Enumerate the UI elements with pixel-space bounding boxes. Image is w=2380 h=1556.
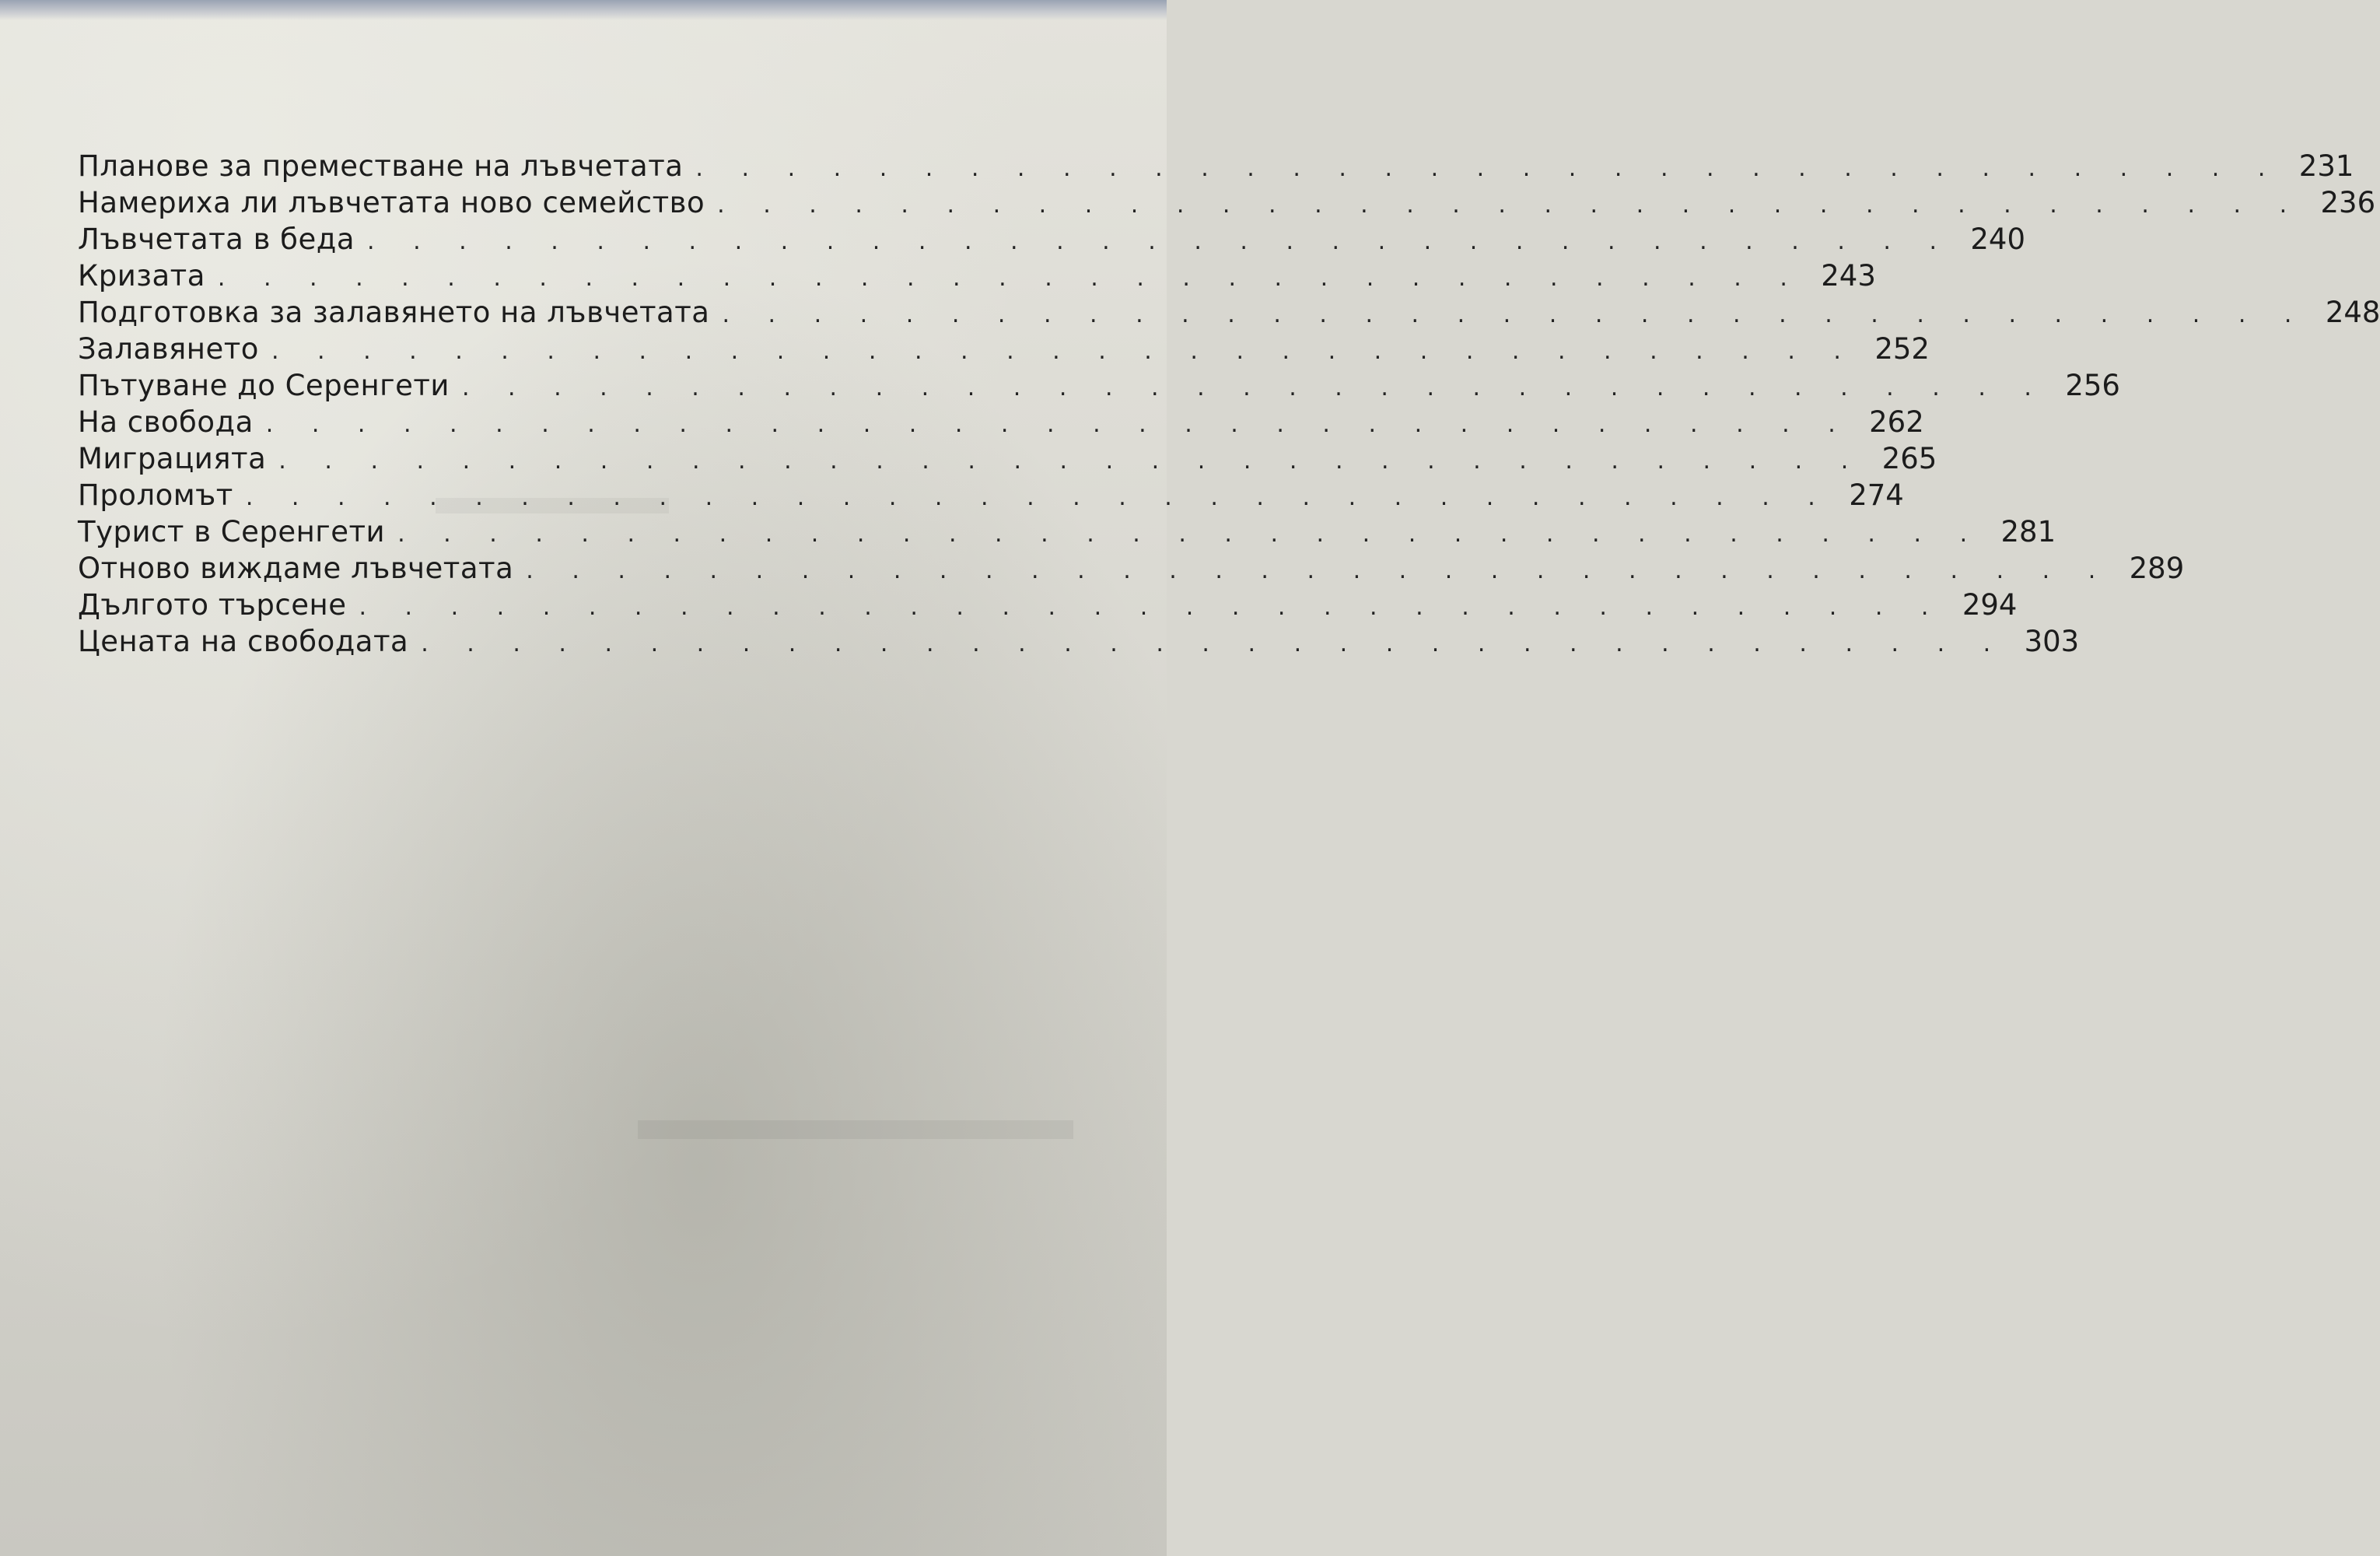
toc-dot-leader: . . . . . . . . . . . . . . . . . . . . . . . . . . . . . . . . . . . xyxy=(217,265,1803,292)
toc-entry xyxy=(78,259,1876,296)
toc-dot-leader: . . . . . . . . . . . . . . . . . . . . . . . . . . . . . . . . . . . xyxy=(461,374,2047,401)
toc-entry-page: 252 xyxy=(1874,332,1930,366)
toc-dot-leader: . . . . . . . . . . . . . . . . . . . . . . . . . . . . . . . . . . . xyxy=(526,557,2112,584)
toc-dot-leader: . . . . . . . . . . . . . . . . . . . . . . . . . . . . . . . . . . . xyxy=(722,301,2308,328)
show-through-shadow xyxy=(638,1120,1073,1139)
toc-entry xyxy=(78,186,2376,223)
toc-entry-page: 265 xyxy=(1881,442,1937,475)
toc-dot-leader: . . . . . . . . . . . . . . . . . . . . . . . . . . . . . . . . . . . xyxy=(421,630,2007,657)
toc-entry-title: Дългото търсене xyxy=(78,588,347,622)
toc-entry-page: 274 xyxy=(1849,478,1904,512)
toc-entry xyxy=(78,405,1924,442)
toc-entry-title: На свобода xyxy=(78,405,254,439)
toc-dot-leader: . . . . . . . . . . . . . . . . . . . . . . . . . . . . . . . . . . . xyxy=(717,191,2303,219)
toc-entry xyxy=(78,442,1937,478)
page-top-edge xyxy=(0,0,1167,20)
toc-entry xyxy=(78,478,1904,515)
toc-entry-page: 248 xyxy=(2325,296,2380,329)
toc-entry-title: Планове за преместване на лъвчетата xyxy=(78,149,684,183)
toc-entry xyxy=(78,332,1930,369)
toc-entry-page: 303 xyxy=(2024,625,2080,658)
toc-dot-leader: . . . . . . . . . . . . . . . . . . . . . . . . . . . . . . . . . . . xyxy=(245,484,1831,511)
toc-entry-page: 243 xyxy=(1821,259,1876,293)
toc-entry-title: Намериха ли лъвчетата ново семейство xyxy=(78,186,705,219)
toc-entry-title: Отново виждаме лъвчетата xyxy=(78,552,514,585)
toc-dot-leader: . . . . . . . . . . . . . . . . . . . . . . . . . . . . . . . . . . . xyxy=(359,594,1944,621)
toc-entry xyxy=(78,552,2185,588)
toc-entry-title: Миграцията xyxy=(78,442,267,475)
toc-dot-leader: . . . . . . . . . . . . . . . . . . . . . . . . . . . . . . . . . . . xyxy=(265,411,1851,438)
toc-entry-page: 236 xyxy=(2320,186,2376,219)
toc-entry-title: Турист в Серенгети xyxy=(78,515,386,548)
toc-entry-page: 256 xyxy=(2065,369,2120,402)
toc-entry-title: Проломът xyxy=(78,478,233,512)
toc-entry xyxy=(78,296,2380,332)
toc-dot-leader: . . . . . . . . . . . . . . . . . . . . . . . . . . . . . . . . . . . xyxy=(695,155,2281,182)
table-of-contents xyxy=(78,149,2380,661)
toc-entry-title: Цената на свободата xyxy=(78,625,409,658)
toc-entry-page: 231 xyxy=(2298,149,2354,183)
toc-entry xyxy=(78,588,2018,625)
toc-entry-title: Залавянето xyxy=(78,332,259,366)
toc-entry xyxy=(78,149,2354,186)
toc-dot-leader: . . . . . . . . . . . . . . . . . . . . . . . . . . . . . . . . . . . xyxy=(397,520,1983,548)
toc-dot-leader: . . . . . . . . . . . . . . . . . . . . . . . . . . . . . . . . . . . xyxy=(367,228,1953,255)
toc-entry-page: 294 xyxy=(1962,588,2018,622)
toc-entry xyxy=(78,223,2026,259)
toc-entry-title: Кризата xyxy=(78,259,205,293)
toc-entry-title: Лъвчетата в беда xyxy=(78,223,355,256)
toc-dot-leader: . . . . . . . . . . . . . . . . . . . . . . . . . . . . . . . . . . . xyxy=(278,447,1864,475)
toc-entry-page: 289 xyxy=(2129,552,2185,585)
toc-entry-title: Подготовка за залавянето на лъвчетата xyxy=(78,296,710,329)
toc-dot-leader: . . . . . . . . . . . . . . . . . . . . . . . . . . . . . . . . . . . xyxy=(271,338,1857,365)
toc-entry-title: Пътуване до Серенгети xyxy=(78,369,450,402)
toc-entry-page: 281 xyxy=(2000,515,2056,548)
toc-entry xyxy=(78,625,2080,661)
toc-entry-page: 240 xyxy=(1970,223,2026,256)
toc-entry xyxy=(78,369,2120,405)
toc-entry xyxy=(78,515,2056,552)
toc-entry-page: 262 xyxy=(1869,405,1924,439)
